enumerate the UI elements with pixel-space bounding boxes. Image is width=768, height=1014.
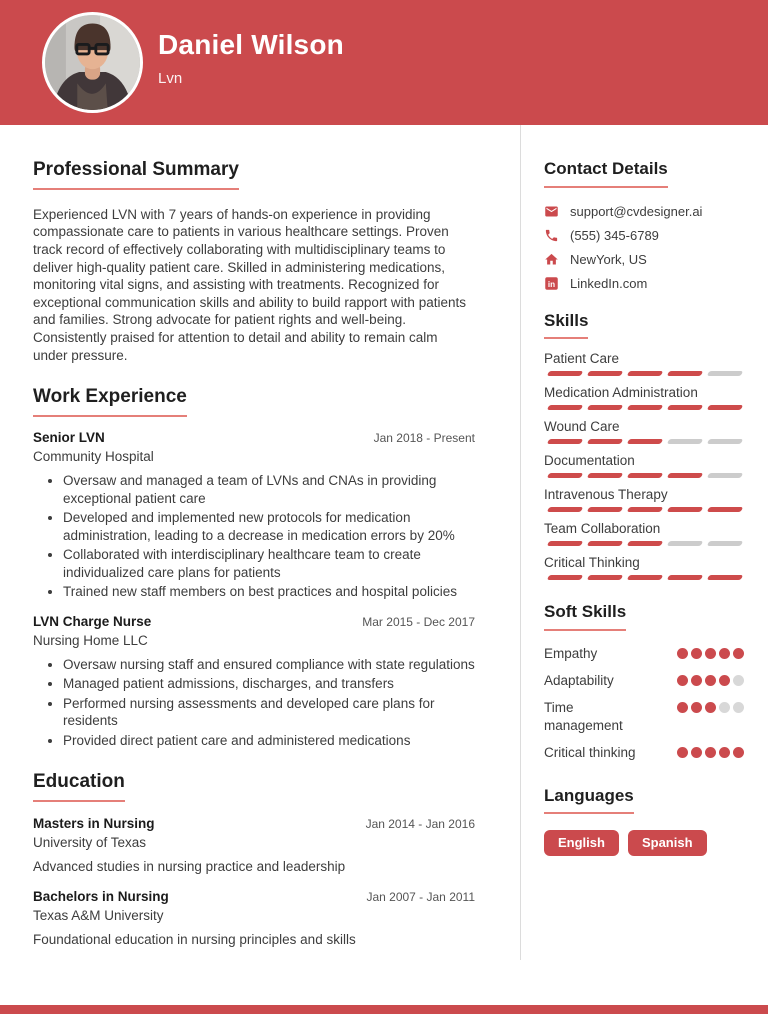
skill-segment-empty: [707, 439, 744, 444]
rating-dot-filled: [691, 648, 702, 659]
skill-segment-filled: [587, 371, 624, 376]
contact-item[interactable]: [544, 252, 744, 267]
skill-segment-filled: [587, 473, 624, 478]
education-description: Foundational education in nursing principles and skills: [33, 932, 356, 948]
skill-level-bar: [544, 507, 744, 512]
skill-segment-filled: [707, 507, 744, 512]
skill-item: [544, 453, 744, 478]
skill-segment-filled: [547, 371, 584, 376]
contact-text: support@cvdesigner.ai: [570, 203, 703, 219]
summary-text: Experienced LVN with 7 years of hands-on experience in providing compassionate care to patients in various healthcare settings. Proven track record of effectively collaborating with multidisciplinary teams to deliver high-quality patient care. Skilled in administering medications, monitoring vital signs, and assisting with treatments. Recognized for exceptional communication skills and ability to build rapport with patients and families. Strong advocate for patient rights and well-being. Consistently praised for attention to detail and ability to remain calm under pressure.: [33, 206, 466, 363]
rating-dot-filled: [677, 747, 688, 758]
skill-item: [544, 521, 744, 546]
education-school: Texas A&M University: [33, 908, 164, 924]
skill-segment-filled: [547, 507, 584, 512]
soft-skill-name: Adaptability: [544, 672, 614, 688]
soft-skill-name: Critical thinking: [544, 744, 636, 760]
job-bullet: • Trained new staff members on best practices and hospital policies: [63, 583, 475, 601]
skill-segment-filled: [627, 473, 664, 478]
job-bullet: • Oversaw nursing staff and ensured compliance with state regulations: [63, 656, 475, 674]
skill-item: [544, 487, 744, 512]
person-name: Daniel Wilson: [158, 29, 344, 60]
profile-photo: [42, 12, 143, 113]
languages-heading: Languages: [544, 786, 634, 815]
skill-segment-filled: [667, 405, 704, 410]
rating-dot-filled: [705, 702, 716, 713]
phone-icon: [544, 228, 559, 243]
skill-segment-empty: [707, 541, 744, 546]
language-tag: Spanish: [628, 830, 707, 856]
job-company: Community Hospital: [33, 449, 154, 465]
soft-skill-level-dots: [677, 744, 744, 758]
job-company: Nursing Home LLC: [33, 632, 148, 648]
education-entry: [33, 816, 475, 876]
skill-item: [544, 419, 744, 444]
main-column: [0, 125, 521, 960]
skill-segment-filled: [587, 575, 624, 580]
rating-dot-filled: [705, 747, 716, 758]
skill-level-bar: [544, 439, 744, 444]
languages-list: [544, 830, 744, 856]
skill-segment-filled: [667, 473, 704, 478]
contact-heading: Contact Details: [544, 159, 668, 188]
skill-segment-filled: [547, 473, 584, 478]
job-bullet: • Oversaw and managed a team of LVNs and CNAs in providing exceptional patient care: [63, 472, 475, 507]
skill-segment-filled: [667, 507, 704, 512]
skill-segment-empty: [667, 439, 704, 444]
job-entry: [33, 430, 475, 601]
rating-dot-filled: [677, 648, 688, 659]
soft-skills-heading: Soft Skills: [544, 602, 626, 631]
rating-dot-filled: [691, 702, 702, 713]
svg-text:in: in: [547, 279, 556, 289]
skill-segment-filled: [667, 575, 704, 580]
contact-item[interactable]: [544, 276, 744, 291]
skill-level-bar: [544, 473, 744, 478]
education-dates: Jan 2007 - Jan 2011: [366, 890, 475, 905]
rating-dot-filled: [705, 648, 716, 659]
soft-skill-level-dots: [677, 699, 744, 713]
work-experience-heading: Work Experience: [33, 386, 187, 417]
resume-body: [0, 125, 768, 960]
skill-item: [544, 351, 744, 376]
education-degree: Bachelors in Nursing: [33, 889, 169, 905]
skills-list: [544, 351, 744, 580]
job-dates: Mar 2015 - Dec 2017: [362, 614, 475, 629]
skill-segment-filled: [627, 439, 664, 444]
skill-name: Wound Care: [544, 419, 620, 435]
job-bullet: • Provided direct patient care and administered medications: [63, 732, 475, 750]
skill-segment-filled: [587, 507, 624, 512]
header-banner: [0, 0, 768, 125]
education-heading: Education: [33, 771, 125, 802]
soft-skill-level-dots: [677, 672, 744, 686]
soft-skill-item: [544, 699, 744, 735]
rating-dot-empty: [719, 702, 730, 713]
footer-accent-bar: [0, 1005, 768, 1014]
rating-dot-filled: [733, 747, 744, 758]
skill-level-bar: [544, 405, 744, 410]
job-title: Senior LVN: [33, 430, 105, 446]
skill-segment-filled: [547, 541, 584, 546]
soft-skill-item: [544, 645, 744, 663]
rating-dot-filled: [719, 747, 730, 758]
summary-heading: Professional Summary: [33, 159, 239, 190]
skill-segment-filled: [627, 541, 664, 546]
skill-name: Team Collaboration: [544, 521, 661, 537]
soft-skill-level-dots: [677, 645, 744, 659]
skill-segment-filled: [587, 541, 624, 546]
mail-icon: [544, 204, 559, 219]
education-description: Advanced studies in nursing practice and leadership: [33, 858, 346, 874]
contact-text: (555) 345-6789: [570, 227, 659, 243]
rating-dot-filled: [691, 675, 702, 686]
skill-segment-empty: [707, 473, 744, 478]
rating-dot-filled: [691, 747, 702, 758]
skill-name: Medication Administration: [544, 385, 698, 401]
skill-item: [544, 385, 744, 410]
education-school: University of Texas: [33, 834, 147, 850]
skill-segment-filled: [667, 371, 704, 376]
skill-segment-filled: [547, 575, 584, 580]
job-entry: [33, 614, 475, 750]
rating-dot-filled: [733, 648, 744, 659]
contact-list: [544, 204, 744, 291]
education-entry: [33, 889, 475, 949]
skill-name: Patient Care: [544, 351, 620, 367]
job-dates: Jan 2018 - Present: [373, 431, 475, 446]
skill-segment-filled: [627, 575, 664, 580]
soft-skill-name: Empathy: [544, 645, 598, 661]
skill-segment-filled: [627, 371, 664, 376]
soft-skill-item: [544, 672, 744, 690]
skill-level-bar: [544, 575, 744, 580]
person-title: Lvn: [158, 69, 183, 87]
skill-segment-filled: [547, 439, 584, 444]
skill-segment-filled: [547, 405, 584, 410]
skill-segment-filled: [627, 405, 664, 410]
contact-text: NewYork, US: [570, 251, 647, 267]
job-bullet-list: [33, 472, 475, 601]
job-bullet: • Developed and implemented new protocols for medication administration, leading to a decrease in medication errors by 20%: [63, 509, 475, 544]
job-bullet: • Performed nursing assessments and developed care plans for residents: [63, 695, 475, 730]
job-bullet: • Managed patient admissions, discharges, and transfers: [63, 675, 475, 693]
home-icon: [544, 252, 559, 267]
skill-name: Critical Thinking: [544, 555, 640, 571]
sidebar-column: [521, 125, 768, 960]
profile-photo-illustration: [45, 15, 140, 110]
soft-skill-name: Time management: [544, 699, 623, 733]
job-title: LVN Charge Nurse: [33, 613, 152, 629]
contact-text: LinkedIn.com: [570, 275, 648, 291]
education-list: [33, 816, 475, 949]
skill-segment-filled: [707, 575, 744, 580]
skill-name: Documentation: [544, 453, 635, 469]
rating-dot-filled: [705, 675, 716, 686]
rating-dot-empty: [733, 675, 744, 686]
job-bullet: • Collaborated with interdisciplinary healthcare team to create individualized care plans for patients: [63, 546, 475, 581]
skill-item: [544, 555, 744, 580]
skill-segment-filled: [587, 439, 624, 444]
rating-dot-filled: [719, 675, 730, 686]
language-tag: English: [544, 830, 619, 856]
rating-dot-filled: [677, 702, 688, 713]
skills-heading: Skills: [544, 311, 588, 340]
contact-item[interactable]: [544, 228, 744, 243]
education-dates: Jan 2014 - Jan 2016: [365, 816, 475, 831]
work-experience-list: [33, 430, 475, 749]
rating-dot-filled: [719, 648, 730, 659]
linkedin-icon: [544, 276, 559, 291]
skill-segment-filled: [587, 405, 624, 410]
contact-item[interactable]: [544, 204, 744, 219]
skill-segment-filled: [707, 405, 744, 410]
job-bullet-list: [33, 656, 475, 750]
skill-level-bar: [544, 541, 744, 546]
skill-segment-filled: [627, 507, 664, 512]
rating-dot-filled: [677, 675, 688, 686]
soft-skills-list: [544, 645, 744, 762]
soft-skill-item: [544, 744, 744, 762]
education-degree: Masters in Nursing: [33, 815, 155, 831]
skill-segment-empty: [707, 371, 744, 376]
skill-level-bar: [544, 371, 744, 376]
skill-name: Intravenous Therapy: [544, 487, 668, 503]
skill-segment-empty: [667, 541, 704, 546]
rating-dot-empty: [733, 702, 744, 713]
